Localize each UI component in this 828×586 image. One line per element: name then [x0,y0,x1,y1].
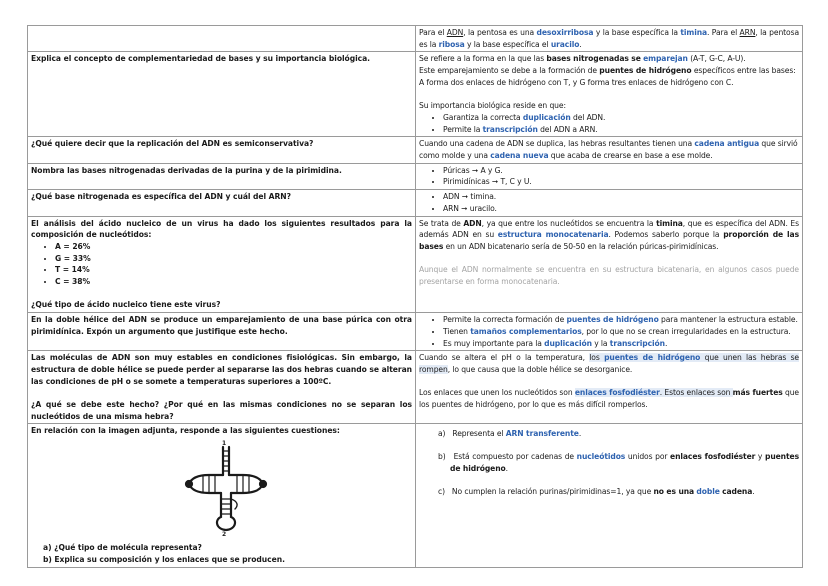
text-run: puentes de hidrógeno [566,315,659,325]
text-run: que unen las hebras se rompen [419,353,800,374]
question-text: ¿A qué se debe este hecho? ¿Por qué en las mismas condiciones no se separan los nucleótidos de una misma hebra? [31,400,412,421]
text-run: tamaños complementarios [470,326,582,336]
answer-text [450,452,799,473]
list-item [438,486,799,498]
table-row [28,190,803,216]
text-run: bases nitrogenadas se [546,54,641,64]
text-run: nucleótidos [576,452,626,462]
text-run: Está compuesto por cadenas de [453,452,577,462]
text-run: , ya que entre los nucleótidos se encuentra la [481,218,657,228]
table-row [28,351,803,424]
text-run: Tienen [443,326,471,336]
text-run: . [579,39,582,49]
text-run: ADN [446,28,464,37]
text-run: Garantiza la correcta [443,112,523,122]
text-run: , que es específica del ADN. Es además ADN en su [419,218,799,240]
text-run: , por lo que no se crean irregularidades en la estructura. [581,326,791,336]
question-text: En relación con la imagen adjunta, responde a las siguientes cuestiones: [31,426,340,436]
question-text: Las moléculas de ADN son muy estables en condiciones fisiológicas. Sin embargo, la estructura de doble hélice se puede perder al separarse las dos hebras cuando se alteran las condiciones de pH o se somete a temperaturas superiores a 100ºC. [31,353,412,386]
text-run: Se trata de [419,218,464,228]
answer-note: Aunque el ADN normalmente se encuentra en su estructura bicatenaria, en algunos casos puede presentarse en forma monocatenaria. [419,265,799,287]
text-run: unidos por [625,452,671,462]
question-cell [28,424,416,567]
text-run: cadena nueva [490,151,549,161]
text-run: para mantener la estructura estable. [658,315,798,325]
text-run: puentes de hidrógeno [604,353,701,363]
text-run: transcripción [609,338,665,348]
text-run: ADN [463,218,482,228]
answer-list [419,428,799,497]
table-row [28,26,803,52]
trna-label-bottom: 2 [222,531,227,538]
text-run: duplicación [522,112,571,122]
trna-diagram [179,437,275,537]
text-run: más fuertes [732,388,783,398]
answer-cell [416,52,803,137]
table-row [28,163,803,189]
list-marker: b) [438,452,446,462]
text-run: , la pentosa es la [419,28,800,49]
text-run: ARN [739,28,756,37]
list-item: • ARN ➞ uracilo. [443,203,799,215]
text-run: uracilo [550,39,580,49]
list-item [438,451,799,474]
text-run: desoxirribosa [536,28,594,37]
answer-text [419,139,798,160]
question-cell: En la doble hélice del ADN se produce un emparejamiento de una base púrica con otra pirimidínica. Expón un argumento que justifique este hecho. [28,313,416,351]
list-item: • Pirimidínicas ➞ T, C y U. [443,176,799,188]
question-cell [28,351,416,424]
text-run: ARN transferente [505,429,579,439]
text-run: (A-T, G-C, A-U). [687,54,746,64]
text-run: Permite la [443,124,483,134]
text-run: , la pentosa es una [463,28,537,37]
list-marker: a) [438,429,446,439]
list-item: • A = 26% [55,241,412,253]
text-run: cadena [722,486,753,496]
answer-text [452,487,755,496]
question-cell: Explica el concepto de complementariedad de bases y su importancia biológica. [28,52,416,137]
text-run: Este emparejamiento se debe a la formación de [419,66,600,76]
text-run: Permite la correcta formación de [443,315,567,325]
text-run: en un ADN bicatenario sería de 50-50 en la relación púricas-pirimidínicas. [443,241,719,251]
question-intro: El análisis del ácido nucleico de un virus ha dado los siguientes resultados para la composición de nucleótidos: [31,218,412,240]
question-end: ¿Qué tipo de ácido nucleico tiene este virus? [31,300,221,310]
table-row [28,424,803,567]
answer-bullet-list [419,191,799,214]
answer-text: Su importancia biológica reside en que: [419,101,566,111]
table-row [28,52,803,137]
list-item: • C = 38% [55,276,412,288]
list-item: a) ¿Qué tipo de molécula representa? [43,543,202,553]
text-run: ribosa [438,39,465,49]
text-run: del ADN a ARN. [537,124,598,134]
answer-text [419,352,799,375]
answer-text [419,65,799,88]
list-marker: c) [438,486,445,496]
text-run: . [578,429,582,439]
text-run: y la [591,338,610,348]
answer-bullet-list [419,112,799,135]
text-run: emparejan [643,54,688,64]
text-run: puentes de hidrógeno [599,66,692,76]
answer-text [419,53,799,65]
text-run: Representa el [452,429,506,439]
worksheet-table [27,25,803,568]
answer-cell [416,216,803,313]
list-item [443,124,799,136]
text-run: Es muy importante para la [443,338,545,348]
list-item: • ADN ➞ timina. [443,191,799,203]
answer-cell [416,137,803,163]
text-run: timina [656,218,683,228]
text-run: . [505,463,508,473]
trna-t-arm [229,475,263,493]
text-run: No cumplen la relación purinas/pirimidinas=1, ya que [451,486,654,496]
text-run: y [755,452,765,462]
list-item [438,428,799,440]
text-run: Se refiere a la forma en la que las [419,54,547,64]
list-item [443,326,799,338]
list-item: • G = 33% [55,253,412,265]
text-run: no es una [653,486,695,496]
list-item [443,338,799,350]
text-run: y la base específica la [593,28,681,37]
text-run: cadena antigua [694,139,760,149]
table-row [28,216,803,313]
text-run: . Para el [707,28,740,37]
answer-cell [416,26,803,52]
list-item [443,314,799,326]
text-run: proporción de las bases [419,230,800,251]
table-row [28,137,803,163]
text-run: Para el [419,28,447,37]
question-cell: ¿Qué base nitrogenada es específica del ADN y cuál del ARN? [28,190,416,216]
answer-cell [416,424,803,567]
answer-cell [416,190,803,216]
answer-text [419,218,799,253]
text-run: que los puentes de hidrógeno, por lo que es más difícil romperlos. [419,388,799,410]
trna-figure [31,437,412,542]
list-item: • Púricas ➞ A y G. [443,165,799,177]
text-run: y la base específica el [464,39,551,49]
text-run: Los enlaces que unen los nucleótidos son [419,388,575,398]
subquestion-list [31,542,412,565]
text-run: enlaces fosfodiéster [574,388,660,398]
answer-cell [416,163,803,189]
question-cell [28,26,416,52]
text-run: duplicación [544,338,592,348]
text-run: que sirvió como molde y una [419,139,798,161]
answer-bullet-list [419,314,799,349]
composition-list [31,241,412,288]
answer-text [419,387,799,410]
answer-bullet-list [419,165,799,188]
text-run: específicos entre las bases: A forma dos enlaces de hidrógeno con T, y G forma tres enlaces de hidrógeno con C. [419,66,796,87]
answer-text [419,28,799,49]
text-run: estructura monocatenaria [497,230,609,240]
question-cell [28,216,416,313]
text-run: . [752,486,755,496]
text-run: enlaces fosfodiéster [670,452,756,462]
answer-cell [416,351,803,424]
question-cell: Nombra las bases nitrogenadas derivadas de la purina y de la pirimidina. [28,163,416,189]
text-run: , lo que causa que la doble hélice se desorganice. [447,364,633,374]
list-item [443,112,799,124]
text-run: . Podemos saberlo porque la [608,230,724,240]
text-run: timina [680,28,708,37]
answer-cell [416,313,803,351]
text-run: Cuando una cadena de ADN se duplica, las hebras resultantes tienen una [419,139,695,149]
list-item: • T = 14% [55,264,412,276]
text-run: . Estos enlaces son [659,388,733,398]
text-run: transcripción [482,124,538,134]
answer-text [452,429,581,438]
text-run: puentes de hidrógeno [450,452,799,473]
trna-label-top: 1 [222,440,227,448]
trna-d-arm [189,475,223,493]
text-run: . [664,338,668,348]
text-run: los [589,353,605,363]
text-run: del ADN. [570,112,606,122]
list-item: b) Explica su composición y los enlaces que se producen. [43,554,285,564]
text-run: que acaba de crearse en base a ese molde. [548,151,713,161]
text-run: doble [696,486,720,496]
question-cell: ¿Qué quiere decir que la replicación del ADN es semiconservativa? [28,137,416,163]
table-row [28,313,803,351]
text-run: Cuando se altera el pH o la temperatura, [419,353,590,363]
